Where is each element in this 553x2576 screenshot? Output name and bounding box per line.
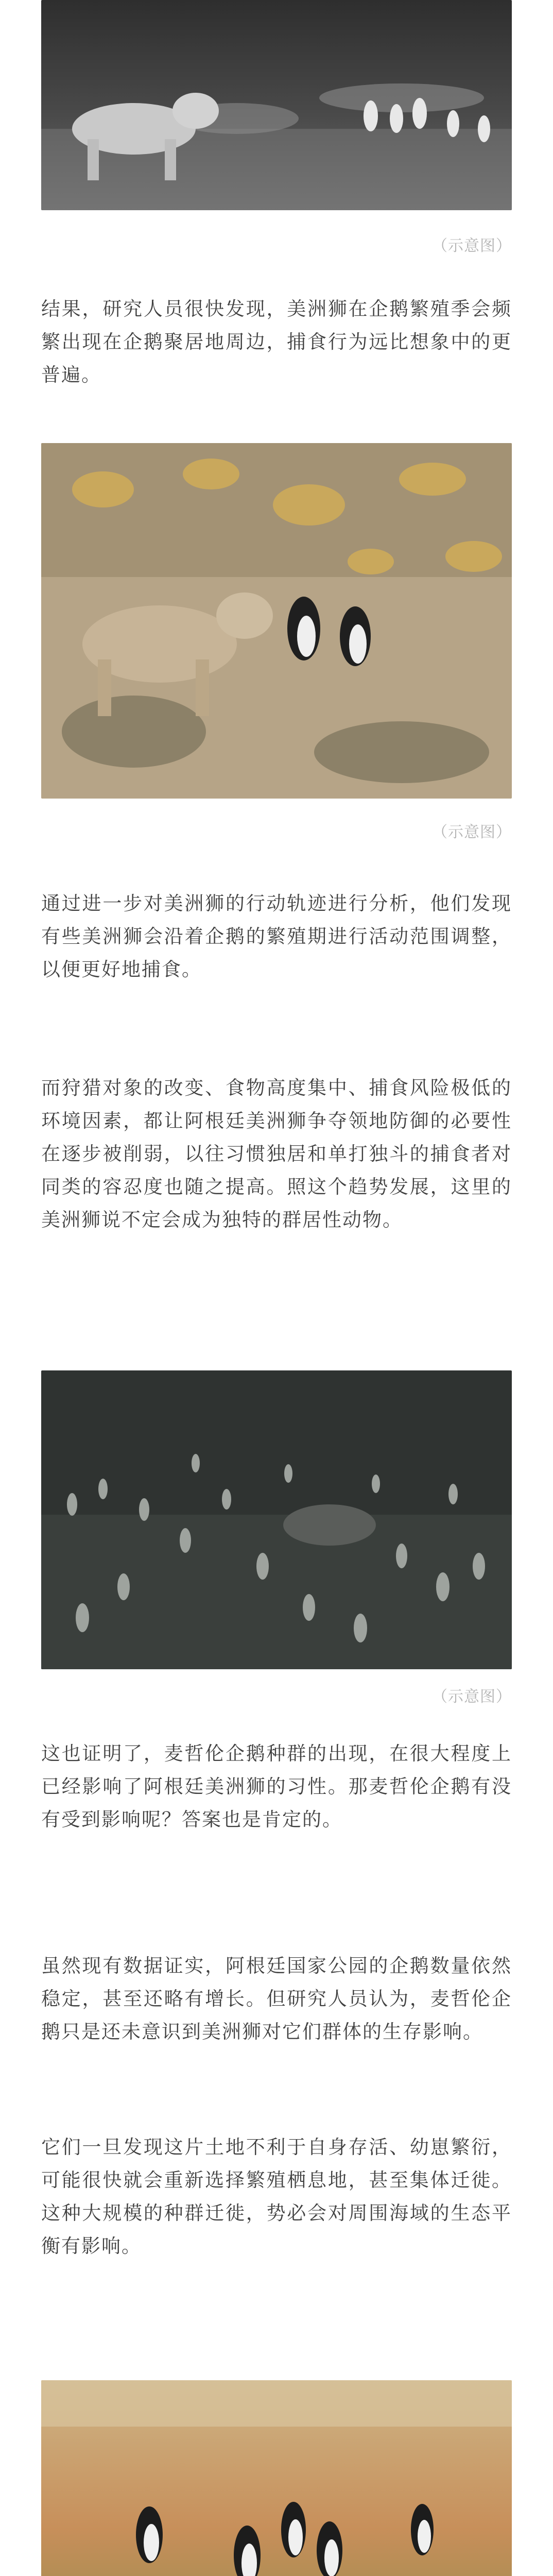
article-image-4 xyxy=(41,2380,512,2576)
paragraph-4: 这也证明了，麦哲伦企鹅种群的出现，在很大程度上已经影响了阿根廷美洲狮的习性。那麦哲伦企鹅有没有受到影响呢？答案也是肯定的。 xyxy=(41,1742,512,1831)
article-image-3 xyxy=(41,1370,512,1669)
article-image-1 xyxy=(41,0,512,210)
paragraph-1: 结果，研究人员很快发现，美洲狮在企鹅繁殖季会频繁出现在企鹅聚居地周边，捕食行为远比想象中的更普遍。 xyxy=(41,298,512,386)
paragraph-6: 它们一旦发现这片土地不利于自身存活、幼崽繁衍，可能很快就会重新选择繁殖栖息地，甚至集体迁徙。这种大规模的种群迁徙，势必会对周围海域的生态平衡有影响。 xyxy=(41,2136,512,2257)
paragraph-2: 通过进一步对美洲狮的行动轨迹进行分析，他们发现有些美洲狮会沿着企鹅的繁殖期进行活动范围调整，以便更好地捕食。 xyxy=(41,892,512,980)
image-caption-3: （示意图） xyxy=(432,1688,512,1706)
paragraph-3: 而狩猎对象的改变、食物高度集中、捕食风险极低的环境因素，都让阿根廷美洲狮争夺领地防御的必要性在逐步被削弱，以往习惯独居和单打独斗的捕食者对同类的容忍度也随之提高。照这个趋势发展，这里的美洲狮说不定会成为独特的群居性动物。 xyxy=(41,1077,512,1231)
puma-penguin-pair-image xyxy=(41,443,512,799)
penguin-colony-night-image xyxy=(41,1370,512,1669)
article-image-2 xyxy=(41,443,512,799)
image-caption-2: （示意图） xyxy=(432,823,512,841)
puma-night-camera-image xyxy=(41,0,512,210)
penguins-grassland-image xyxy=(41,2380,512,2576)
paragraph-5: 虽然现有数据证实，阿根廷国家公园的企鹅数量依然稳定，甚至还略有增长。但研究人员认为，麦哲伦企鹅只是还未意识到美洲狮对它们群体的生存影响。 xyxy=(41,1955,512,2043)
image-caption-1: （示意图） xyxy=(432,237,512,255)
